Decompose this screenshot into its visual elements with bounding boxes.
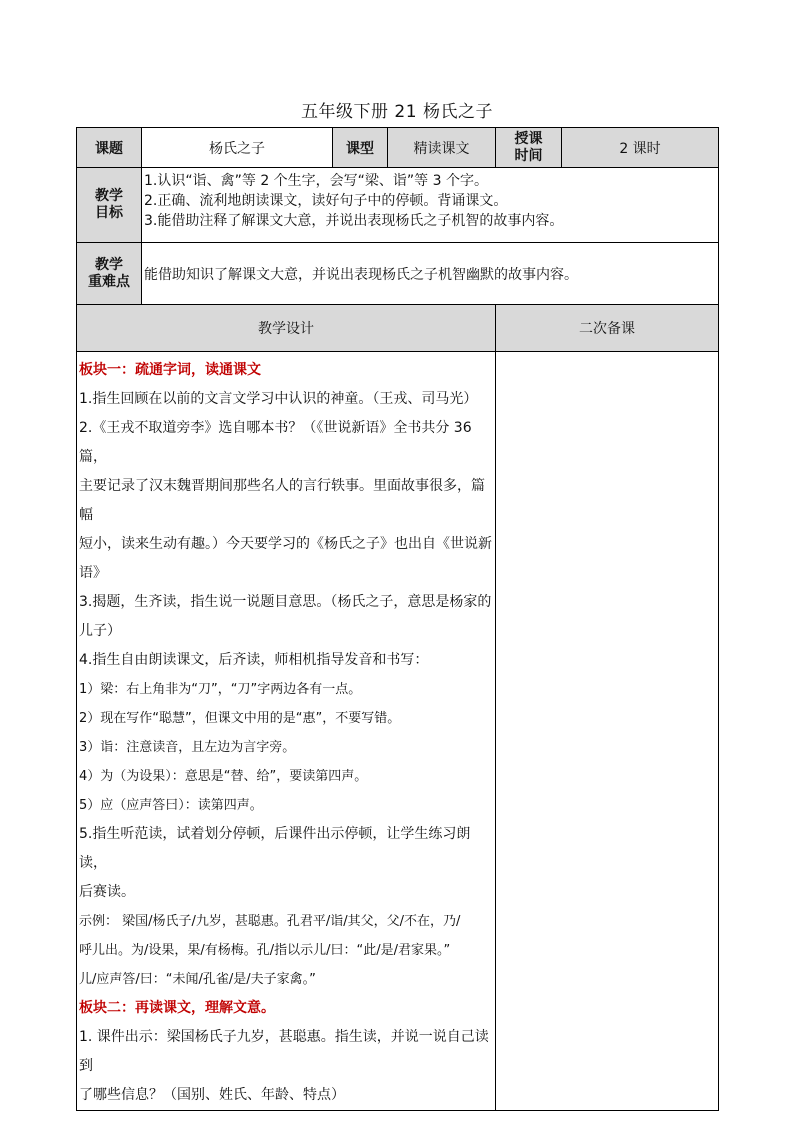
design-line: 呼儿出。为/设果，果/有杨梅。孔/指以示儿/曰：“此/是/君家果。” [79,943,451,958]
design-line: 儿/应声答/曰：“未闻/孔雀/是/夫子家禽。” [79,972,316,987]
difficulty-label-line1: 教学 [95,256,123,273]
design-header-row [77,305,719,352]
design-line: 示例： 梁国/杨氏子/九岁，甚聪惠。孔君平/诣/其父，父/不在，乃/ [79,914,461,929]
difficulty-label-line2: 重难点 [88,273,130,290]
design-line: 后赛读。 [79,884,135,900]
design-line: 4）为（为设果）：意思是“替、给”，要读第四声。 [79,769,368,784]
hours-value: 2 课时 [562,128,719,168]
design-line: 儿子） [79,623,121,639]
goals-content [142,168,719,243]
topic-label: 课题 [77,128,142,168]
type-value: 精读课文 [388,128,496,168]
design-line: 4.指生自由朗读课文，后齐读，师相机指导发音和书写： [79,652,429,668]
design-line: 主要记录了汉末魏晋期间那些名人的言行轶事。里面故事很多，篇幅 [79,478,485,523]
goal-item: 2.正确、流利地朗读课文，读好句子中的停顿。背诵课文。 [144,193,508,209]
goal-item: 3.能借助注释了解课文大意，并说出表现杨氏之子机智的故事内容。 [144,213,564,229]
goals-row [77,168,719,243]
design-line: 5）应（应声答曰）：读第四声。 [79,798,263,813]
design-body-row [77,352,719,1111]
difficulty-label [77,243,142,305]
goal-item: 1.认识“诣、禽”等 2 个生字，会写“梁、诣”等 3 个字。 [144,173,488,189]
info-row [77,128,719,168]
goals-label-line1: 教学 [95,188,123,204]
difficulty-row [77,243,719,305]
second-prep-area [496,352,719,1111]
hours-label-line1: 授课 [514,130,543,147]
design-content [77,352,496,1111]
design-line: 1.指生回顾在以前的文言文学习中认识的神童。（王戎、司马光） [79,391,478,407]
design-line: 2.《王戎不取道旁李》选自哪本书？（《世说新语》全书共分 36 篇， [79,420,472,465]
difficulty-text: 能借助知识了解课文大意，并说出表现杨氏之子机智幽默的故事内容。 [142,243,719,305]
hours-label-line2: 时间 [514,147,543,164]
topic-value: 杨氏之子 [142,128,333,168]
section-heading: 板块二：再读课文，理解文意。 [79,1000,275,1016]
page-title: 五年级下册 21 杨氏之子 [301,102,493,122]
design-header: 教学设计 [77,305,496,352]
design-line: 1. 课件出示：梁国杨氏子九岁，甚聪惠。指生读，并说一说自己读到 [79,1029,489,1074]
design-line: 1）梁：右上角非为“刀”，“刀”字两边各有一点。 [79,682,362,697]
lesson-plan-table [76,127,719,1111]
design-line: 5.指生听范读，试着划分停顿，后课件出示停顿，让学生练习朗读， [79,826,471,871]
design-line: 语》 [79,565,107,581]
goals-label [77,168,142,243]
hours-label [496,128,562,168]
design-line: 3.揭题，生齐读，指生说一说题目意思。（杨氏之子，意思是杨家的 [79,594,492,610]
design-line: 短小，读来生动有趣。）今天要学习的《杨氏之子》也出自《世说新 [79,536,492,552]
design-line: 2）现在写作“聪慧”，但课文中用的是“惠”，不要写错。 [79,711,401,726]
second-prep-header: 二次备课 [496,305,719,352]
goals-label-line2: 目标 [95,205,123,221]
section-heading: 板块一：疏通字词，读通课文 [79,362,261,378]
design-line: 了哪些信息？（国别、姓氏、年龄、特点） [79,1087,345,1103]
design-line: 3）诣：注意读音，且左边为言字旁。 [79,740,296,755]
type-label: 课型 [333,128,388,168]
